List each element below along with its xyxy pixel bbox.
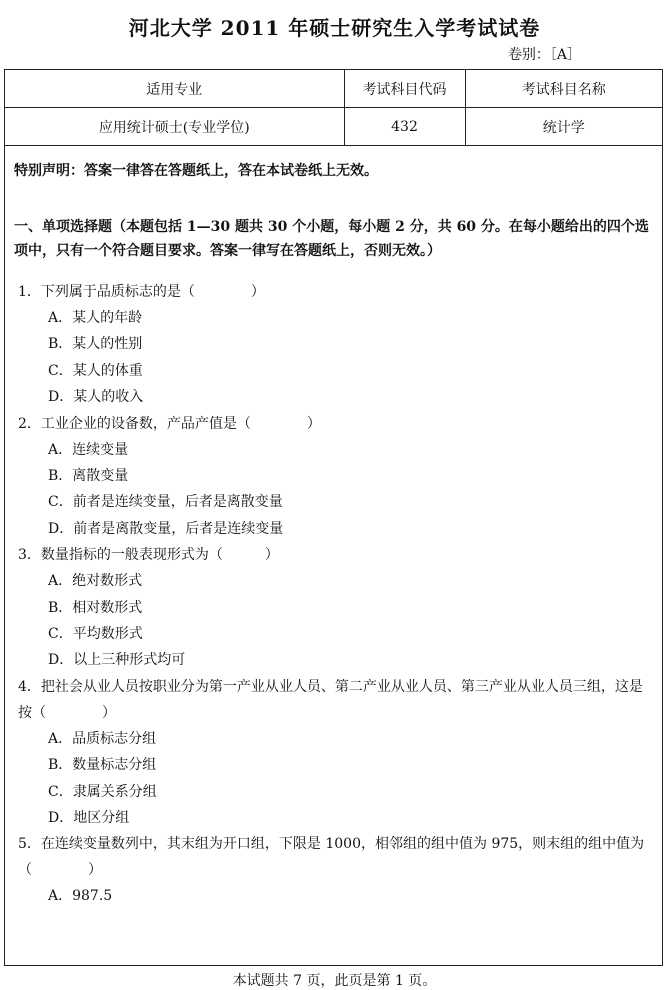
option-b: B．某人的性别 <box>48 336 143 353</box>
cell-subject-code: 432 <box>344 108 465 146</box>
header-applicable-major: 适用专业 <box>5 70 344 108</box>
option-a: A．品质标志分组 <box>48 730 157 747</box>
question-number: 5． <box>18 836 41 853</box>
question-1 <box>16 279 656 411</box>
cell-subject-name: 统计学 <box>465 108 662 146</box>
question-3 <box>16 542 656 674</box>
option-c: C．某人的体重 <box>48 362 143 379</box>
special-notice: 特别声明：答案一律答在答题纸上，答在本试卷纸上无效。 <box>14 163 378 179</box>
option-a: A．绝对数形式 <box>48 573 143 590</box>
section-heading: 一、单项选择题（本题包括 1—30 题共 30 个小题，每小题 2 分，共 60 分。在每小题给出的四个选项中，只有一个符合题目要求。答案一律写在答题纸上，否则无效。） <box>14 218 649 259</box>
question-stem: 在连续变量数列中，其末组为开口组，下限是 1000，相邻组的组中值为 975，则末组的组中值为（ ） <box>18 836 645 879</box>
option-d: D．以上三种形式均可 <box>48 652 186 669</box>
question-stem: 下列属于品质标志的是（ ） <box>40 283 265 300</box>
option-d: D．地区分组 <box>48 809 130 826</box>
exam-content <box>11 158 656 910</box>
question-stem: 数量指标的一般表现形式为（ ） <box>40 547 279 564</box>
option-c: C．前者是连续变量，后者是离散变量 <box>48 494 283 511</box>
question-number: 2． <box>18 415 41 432</box>
question-stem: 工业企业的设备数，产品产值是（ ） <box>40 415 321 432</box>
exam-frame <box>4 69 663 966</box>
question-number: 1． <box>18 283 41 300</box>
option-b: B．数量标志分组 <box>48 757 157 774</box>
option-d: D．某人的收入 <box>48 389 144 406</box>
paper-type-label: 卷别：［A］ <box>507 47 581 63</box>
option-d: D．前者是离散变量，后者是连续变量 <box>48 520 284 537</box>
question-list <box>11 279 656 910</box>
option-a: A．987.5 <box>48 888 113 905</box>
option-a: A．连续变量 <box>48 441 129 458</box>
option-b: B．相对数形式 <box>48 599 143 616</box>
question-5 <box>16 831 656 909</box>
header-subject-code: 考试科目代码 <box>344 70 465 108</box>
subject-info-table <box>5 70 662 146</box>
question-number: 4． <box>18 678 41 695</box>
table-header-row <box>5 70 662 108</box>
question-stem: 把社会从业人员按职业分为第一产业从业人员、第二产业从业人员、第三产业从业人员三组，这是按（ ） <box>18 678 643 721</box>
option-a: A．某人的年龄 <box>48 309 143 326</box>
cell-applicable-major: 应用统计硕士(专业学位) <box>5 108 344 146</box>
header-subject-name: 考试科目名称 <box>465 70 662 108</box>
option-b: B．离散变量 <box>48 467 129 484</box>
exam-title: 河北大学 2011 年硕士研究生入学考试试卷 <box>128 16 541 40</box>
option-c: C．平均数形式 <box>48 625 143 642</box>
option-c: C．隶属关系分组 <box>48 783 157 800</box>
table-row <box>5 108 662 146</box>
question-2 <box>16 411 656 543</box>
question-4 <box>16 674 656 832</box>
question-number: 3． <box>18 547 41 564</box>
page-footer: 本试题共 7 页，此页是第 1 页。 <box>232 973 437 989</box>
